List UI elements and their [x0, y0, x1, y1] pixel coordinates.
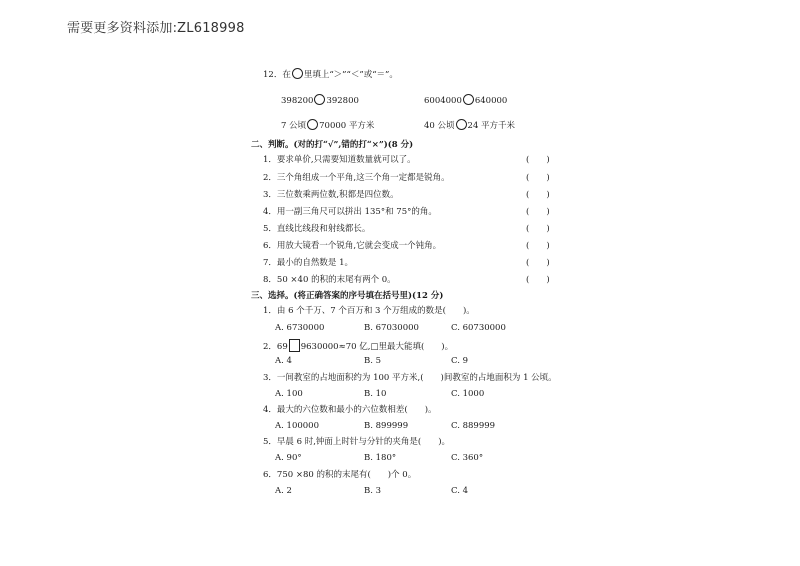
- choice-question: 5．早晨 6 时,钟面上时针与分针的夹角是( )。: [263, 437, 451, 447]
- option-a[interactable]: A. 100: [275, 389, 303, 399]
- q12-title: [263, 68, 398, 81]
- option-b[interactable]: B. 10: [364, 389, 387, 399]
- answer-paren[interactable]: ( ): [526, 207, 550, 217]
- judge-section-title: 二、判断。(对的打“√”,错的打“×”)(8 分): [251, 140, 414, 150]
- answer-paren[interactable]: ( ): [526, 275, 550, 285]
- compare-left-value: 6004000: [424, 96, 462, 106]
- option-c[interactable]: C. 4: [451, 486, 469, 496]
- option-c[interactable]: C. 889999: [451, 421, 496, 431]
- choice-question: 6．750 ×80 的积的末尾有( )个 0。: [263, 470, 417, 480]
- option-c[interactable]: C. 9: [451, 356, 469, 366]
- option-a[interactable]: A. 6730000: [275, 323, 325, 333]
- compare-left-value: 40 公顷: [424, 121, 455, 131]
- q12-row1-right: [424, 94, 507, 107]
- compare-right-value: 24 平方千米: [467, 121, 516, 131]
- option-a[interactable]: A. 4: [275, 356, 292, 366]
- option-b[interactable]: B. 3: [364, 486, 382, 496]
- watermark-text: 需要更多资料添加:ZL618998: [67, 21, 245, 36]
- choice-section-title: 三、选择。(将正确答案的序号填在括号里)(12 分): [251, 291, 444, 301]
- answer-paren[interactable]: ( ): [526, 190, 550, 200]
- answer-paren[interactable]: ( ): [526, 258, 550, 268]
- option-a[interactable]: A. 2: [275, 486, 292, 496]
- choice-question: 4．最大的六位数和最小的六位数相差( )。: [263, 405, 437, 415]
- compare-right-value: 392800: [326, 96, 359, 106]
- option-b[interactable]: B. 67030000: [364, 323, 419, 333]
- q12-row2-right: [424, 119, 515, 132]
- compare-right-value: 70000 平方米: [319, 121, 375, 131]
- question-text-prefix: 2．69: [263, 342, 288, 352]
- option-c[interactable]: C. 60730000: [451, 323, 506, 333]
- option-c[interactable]: C. 360°: [451, 453, 484, 463]
- option-a[interactable]: A. 90°: [275, 453, 302, 463]
- choice-question: 3．一间教室的占地面积约为 100 平方米,( )间教室的占地面积为 1 公顷。: [263, 373, 557, 383]
- option-c[interactable]: C. 1000: [451, 389, 485, 399]
- compare-circle-icon[interactable]: [463, 94, 474, 105]
- judge-item: 2．三个角组成一个平角,这三个角一定都是锐角。: [263, 173, 450, 183]
- compare-circle-icon[interactable]: [456, 119, 467, 130]
- blank-circle-icon[interactable]: [292, 68, 303, 79]
- compare-circle-icon[interactable]: [307, 119, 318, 130]
- compare-circle-icon[interactable]: [314, 94, 325, 105]
- judge-item: 4．用一副三角尺可以拼出 135°和 75°的角。: [263, 207, 437, 217]
- q12-title-suffix: 里填上“＞”“＜”或“＝”。: [303, 70, 398, 80]
- question-text-suffix: 9630000≈70 亿,□里最大能填( )。: [300, 342, 454, 352]
- judge-item: 7．最小的自然数是 1。: [263, 258, 354, 268]
- option-b[interactable]: B. 899999: [364, 421, 409, 431]
- judge-item: 5．直线比线段和射线都长。: [263, 224, 371, 234]
- judge-item: 8．50 ×40 的积的末尾有两个 0。: [263, 275, 396, 285]
- judge-item: 3．三位数乘两位数,积都是四位数。: [263, 190, 399, 200]
- judge-item: 1．要求单价,只需要知道数量就可以了。: [263, 155, 416, 165]
- answer-paren[interactable]: ( ): [526, 173, 550, 183]
- q12-row2-left: [281, 119, 374, 132]
- choice-question: [263, 339, 453, 353]
- blank-box-icon[interactable]: [289, 339, 300, 352]
- q12-row1-left: [281, 94, 359, 107]
- choice-question: 1．由 6 个千万、7 个百万和 3 个万组成的数是( )。: [263, 306, 475, 316]
- q12-title-prefix: 12．在: [263, 70, 291, 80]
- answer-paren[interactable]: ( ): [526, 241, 550, 251]
- judge-item: 6．用放大镜看一个锐角,它就会变成一个钝角。: [263, 241, 442, 251]
- compare-left-value: 398200: [281, 96, 314, 106]
- answer-paren[interactable]: ( ): [526, 224, 550, 234]
- answer-paren[interactable]: ( ): [526, 155, 550, 165]
- option-b[interactable]: B. 5: [364, 356, 382, 366]
- option-b[interactable]: B. 180°: [364, 453, 397, 463]
- compare-left-value: 7 公顷: [281, 121, 307, 131]
- compare-right-value: 640000: [474, 96, 508, 106]
- option-a[interactable]: A. 100000: [275, 421, 319, 431]
